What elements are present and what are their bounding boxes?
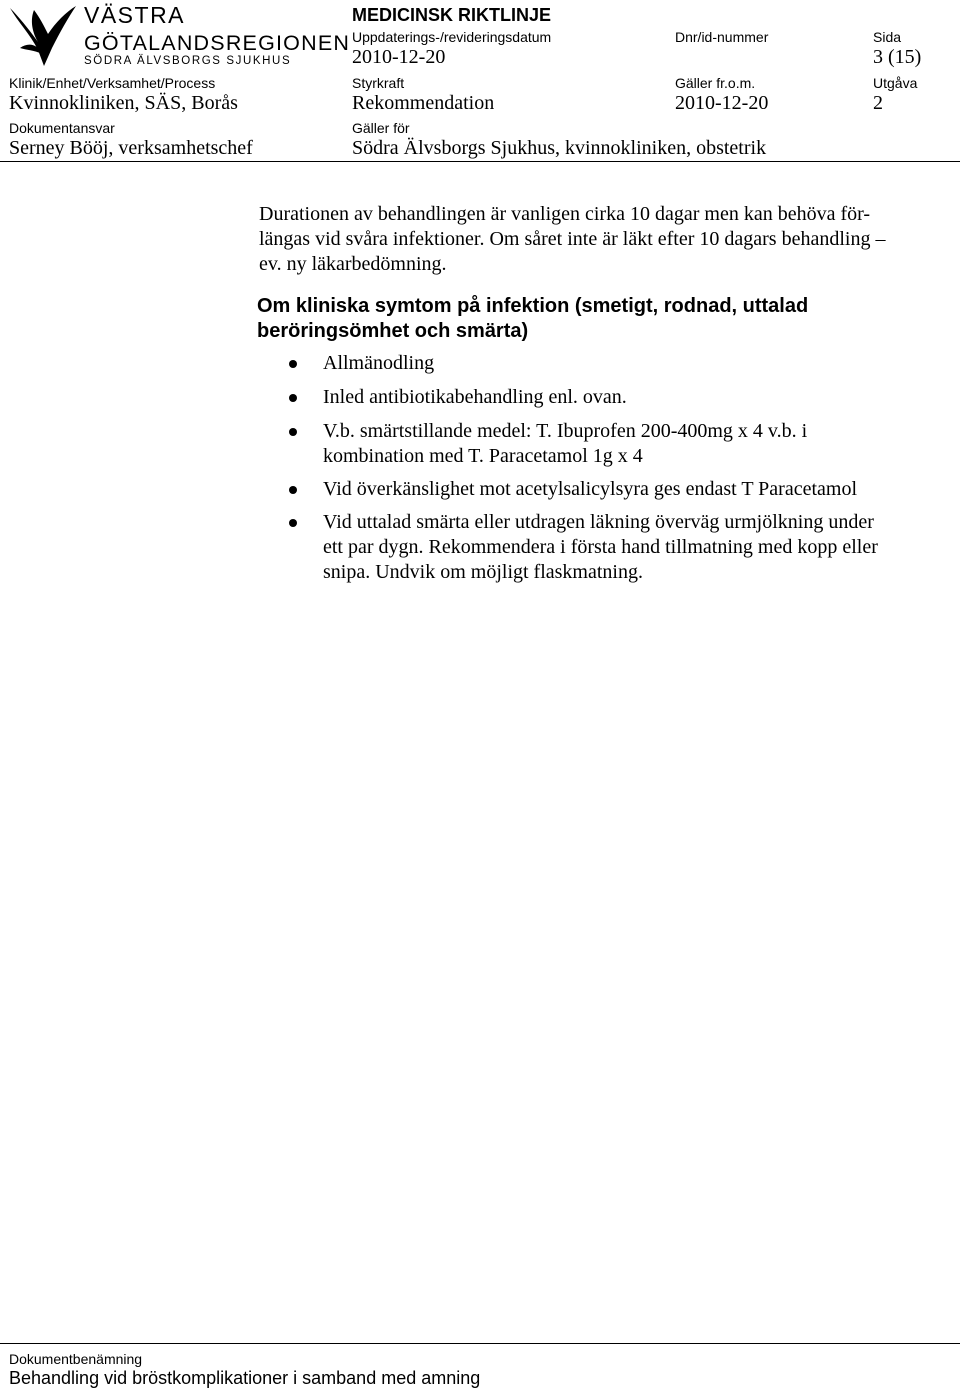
paragraph-line: ev. ny läkarbedömning. xyxy=(259,253,447,275)
bullet-icon xyxy=(289,519,297,527)
list-item xyxy=(323,510,933,585)
list-item-line: Vid uttalad smärta eller utdragen läkning överväg urmjölkning under xyxy=(323,511,874,533)
edition-value: 2 xyxy=(873,92,883,114)
section-heading xyxy=(257,294,917,344)
bullet-icon xyxy=(289,428,297,436)
unit-label: Klinik/Enhet/Verksamhet/Process xyxy=(9,75,216,91)
footer-divider xyxy=(0,1343,960,1344)
update-date-value: 2010-12-20 xyxy=(352,46,446,68)
edition-label: Utgåva xyxy=(873,75,918,91)
list-item xyxy=(323,351,933,376)
heading-line: beröringsömhet och smärta) xyxy=(257,320,529,342)
list-item xyxy=(323,477,933,502)
list-item-line: Inled antibiotikabehandling enl. ovan. xyxy=(323,386,627,408)
document-name-label: Dokumentbenämning xyxy=(9,1351,143,1367)
page-label: Sida xyxy=(873,29,902,45)
document-name-value: Behandling vid bröstkomplikationer i samband med amning xyxy=(9,1368,481,1388)
vgr-logo xyxy=(8,2,351,70)
valid-from-label: Gäller fr.o.m. xyxy=(675,75,756,91)
owner-value: Serney Bööj, verksamhetschef xyxy=(9,137,253,159)
document-type: MEDICINSK RIKTLINJE xyxy=(352,5,552,25)
strength-value: Rekommendation xyxy=(352,92,495,114)
owner-label: Dokumentansvar xyxy=(9,120,115,136)
list-item-line: snipa. Undvik om möjligt flaskmatning. xyxy=(323,561,643,583)
header-divider xyxy=(0,161,960,162)
valid-from-value: 2010-12-20 xyxy=(675,92,769,114)
strength-label: Styrkraft xyxy=(352,75,405,91)
logo-line-2: GÖTALANDSREGIONEN xyxy=(84,31,351,55)
page-number: 3 (15) xyxy=(873,46,922,68)
list-item-line: ett par dygn. Rekommendera i första hand tillmatning med kopp eller xyxy=(323,536,878,558)
list-item-line: V.b. smärtstillande medel: T. Ibuprofen 200-400mg x 4 v.b. i xyxy=(323,420,808,442)
paragraph-line: längas vid svåra infektioner. Om såret inte är läkt efter 10 dagars behandling – xyxy=(259,228,886,250)
list-item xyxy=(323,419,933,469)
logo-line-3: SÖDRA ÄLVSBORGS SJUKHUS xyxy=(84,55,292,67)
applies-value: Södra Älvsborgs Sjukhus, kvinnokliniken, obstetrik xyxy=(352,137,767,159)
bullet-icon xyxy=(289,486,297,494)
applies-label: Gäller för xyxy=(352,120,410,136)
paragraph-line: Durationen av behandlingen är vanligen cirka 10 dagar men kan behöva för- xyxy=(259,203,871,225)
list-item-line: kombination med T. Paracetamol 1g x 4 xyxy=(323,445,643,467)
logo-line-1: VÄSTRA xyxy=(84,2,186,28)
list-item-line: Allmänodling xyxy=(323,352,435,374)
list-item-line: Vid överkänslighet mot acetylsalicylsyra ges endast T Paracetamol xyxy=(323,478,858,500)
bullet-icon xyxy=(289,394,297,402)
bullet-icon xyxy=(289,360,297,368)
unit-value: Kvinnokliniken, SÄS, Borås xyxy=(9,92,238,114)
list-item xyxy=(323,385,933,410)
heading-line: Om kliniska symtom på infektion (smetigt, rodnad, uttalad xyxy=(257,295,809,317)
dnr-label: Dnr/id-nummer xyxy=(675,29,769,45)
region-emblem-icon xyxy=(8,4,78,70)
paragraph-duration xyxy=(259,202,939,277)
update-date-label: Uppdaterings-/revideringsdatum xyxy=(352,29,552,45)
